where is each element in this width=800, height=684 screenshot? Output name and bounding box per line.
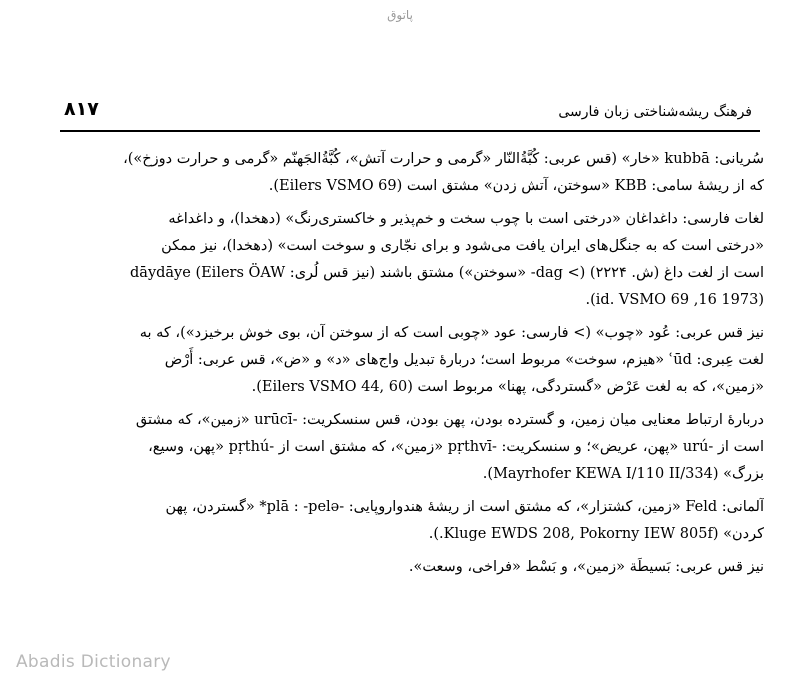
text-line: «زمین»، که به لغت عَرْض «گستردگی، پهنا» مربوط است (Eilers VSMO 44, 60).	[251, 379, 764, 395]
text-line: بزرگ» (Mayrhofer KEWA I/110 II/334).	[482, 466, 764, 482]
text-line: است از -urú «پهن، عریض»؛ و سنسکریت: -pṛthvī «زمین»، که مشتق است از -pṛthú «پهن، وسیع،	[148, 439, 764, 455]
paragraph-arabic-basita	[58, 554, 764, 581]
paragraph-german	[58, 494, 764, 548]
header-rule	[60, 130, 760, 132]
text-line: «درختی است که به جنگل‌های ایران یافت می‌شود و برای نجّاری و سوخت است» (دهخدا)، نیز ممکن	[161, 238, 764, 254]
paragraph-sanskrit	[58, 407, 764, 488]
text-line: لغات فارسی: داغداغان «درختی است با چوب سخت و خم‌پذیر و خاکستری‌رنگ» (دهخدا)، و داغداغه	[168, 211, 764, 227]
paragraph-persian-words	[58, 206, 764, 314]
watermark-bottom: Abadis Dictionary	[16, 652, 171, 672]
running-head: فرهنگ ریشه‌شناختی زبان فارسی	[558, 104, 752, 120]
text-line: دربارهٔ ارتباط معنایی میان زمین، و گسترده بودن، پهن بودن، قس سنسکریت: -urūcī «زمین»، که مشتق	[135, 412, 764, 428]
text-line: که از ریشهٔ سامی: KBB «سوختن، آتش زدن» مشتق است (Eilers VSMO 69).	[268, 178, 764, 194]
text-line: آلمانی: Feld «زمین، کشتزار»، که مشتق است از ریشهٔ هندواروپایی: -plā : -pelə* «گستردن، پهن	[165, 499, 764, 515]
text-line: نیز قس عربی: عُود «چوب» (> فارسی: عود «چوبی است که از سوختن آن، بوی خوش برخیزد»)، که به	[139, 325, 764, 341]
text-line: سُریانی: kubbā «خار» (قس عربی: كُبَّةُ‌النّار «گرمی و حرارت آتش»، كُبَّةُ‌الجَهنّم «گرمی و حرارت دوزخ»)،	[123, 151, 764, 167]
text-line: لغت عِبری: ʿūd «هیزم، سوخت» مربوط است؛ دربارهٔ تبدیل واج‌های «د» و «ض»، قس عربی: أَرْض	[164, 352, 764, 368]
body-text	[58, 146, 764, 587]
text-line: (1973 16, id. VSMO 69).	[585, 292, 764, 308]
paragraph-arabic-ud	[58, 320, 764, 401]
text-line: است از لغت داغ (ش. ۲۲۲۴) (> dag- «سوختن») مشتق باشند (نیز قس لُری: dāydāye (Eilers ÖAW	[130, 265, 764, 281]
paragraph-syriac	[58, 146, 764, 200]
page-number: ۸۱۷	[64, 98, 99, 120]
text-line: نیز قس عربی: بَسیطَة «زمین»، و بَسْط «فراخی، وسعت».	[408, 559, 764, 575]
watermark-top: پاتوق	[387, 8, 413, 22]
text-line: کردن» (Kluge EWDS 208, Pokorny IEW 805f.).	[428, 526, 764, 542]
